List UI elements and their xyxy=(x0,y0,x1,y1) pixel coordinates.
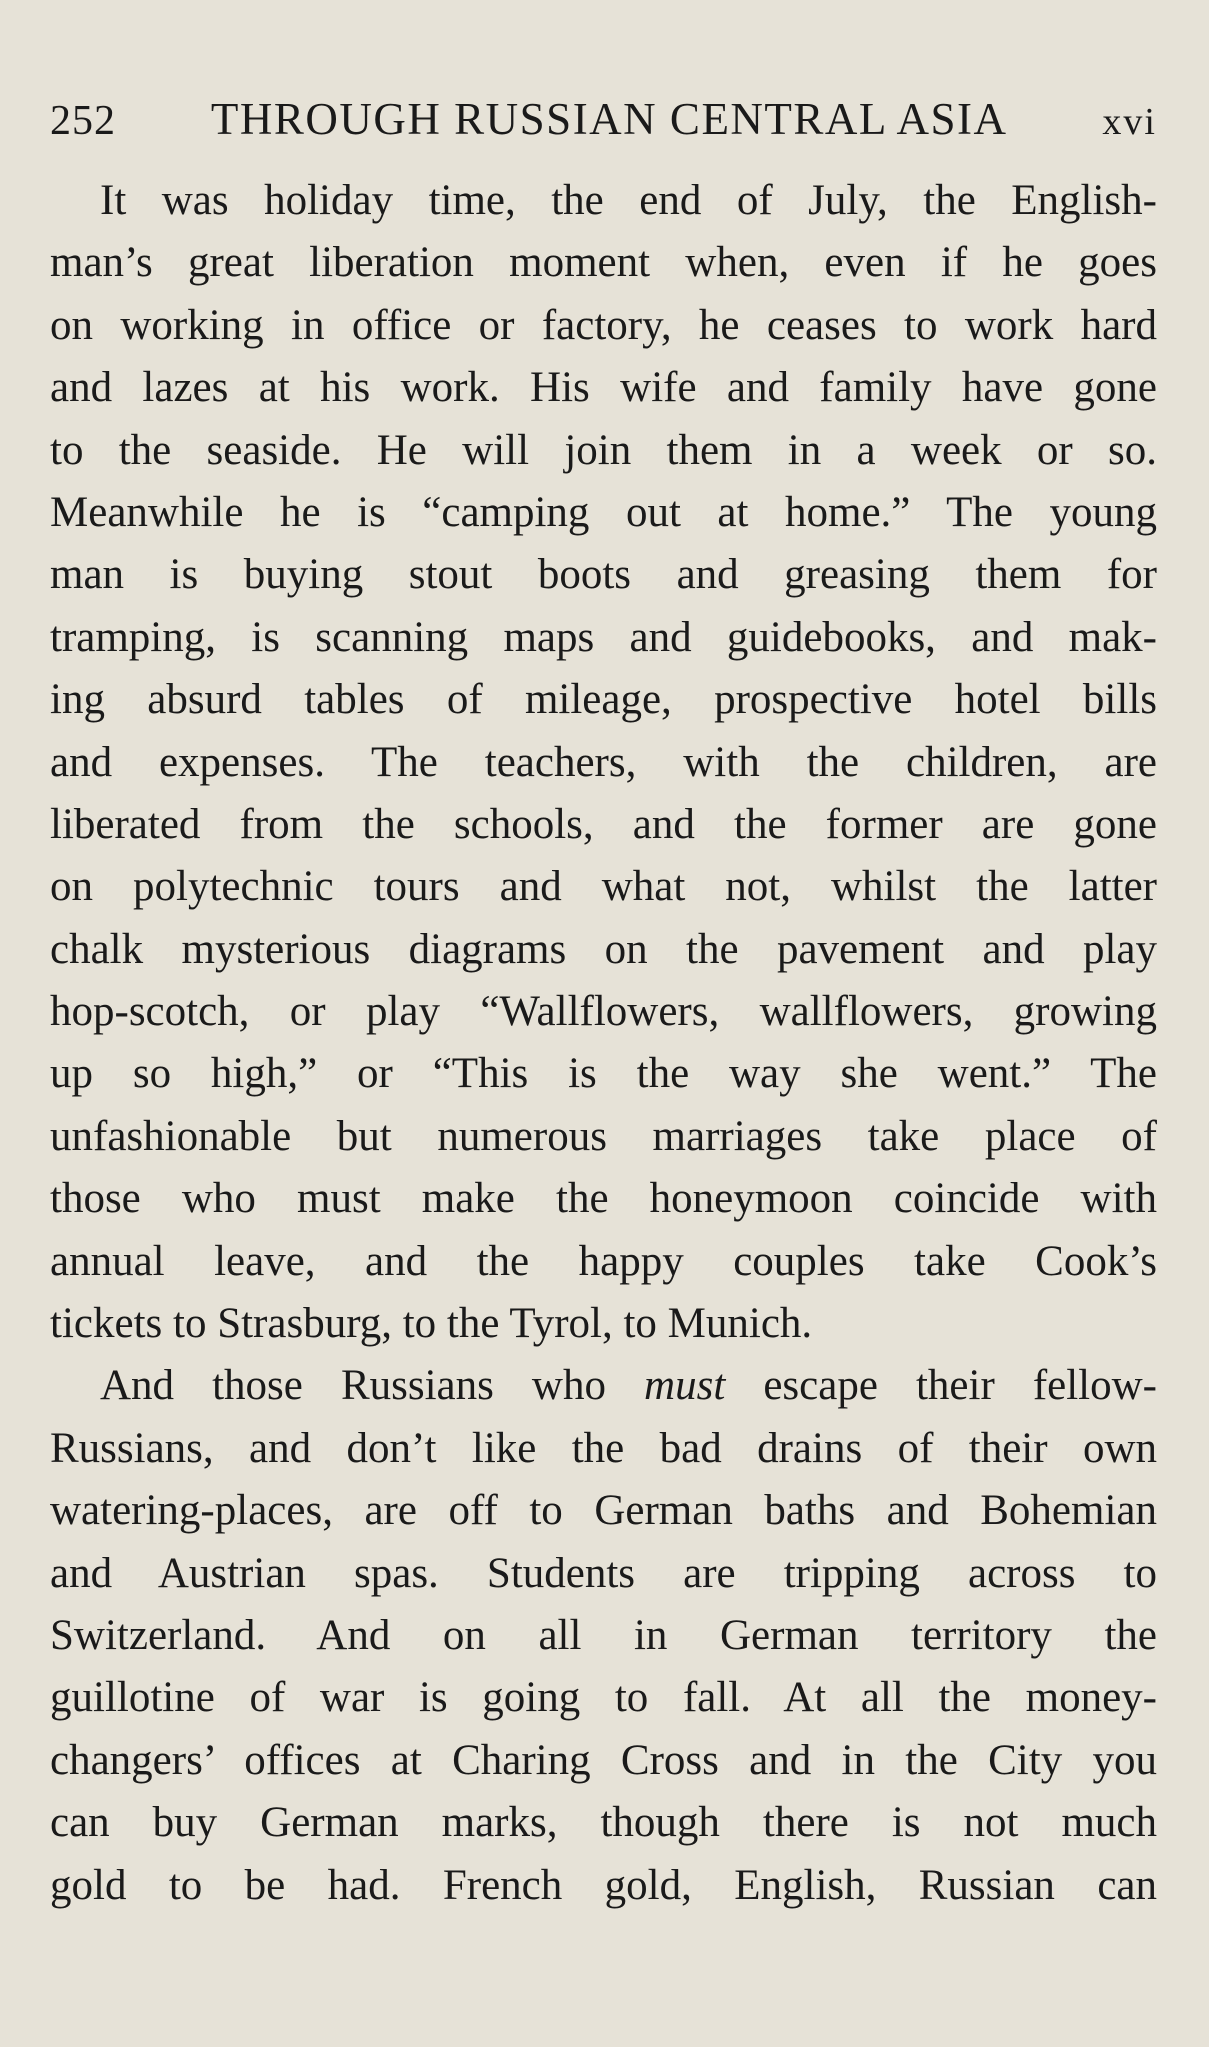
paragraph-1 xyxy=(50,170,1157,1355)
text-line: annual leave, and the happy couples take Cook’s xyxy=(50,1237,1157,1285)
text-line xyxy=(50,1355,1157,1417)
text-line: ing absurd tables of mileage, prospective hotel bills xyxy=(50,676,1157,724)
text-line: and lazes at his work. His wife and family have gone xyxy=(50,364,1157,412)
text-line: Russians, and don’t like the bad drains of their own xyxy=(50,1424,1157,1472)
text-line: guillotine of war is going to fall. At all the money- xyxy=(50,1674,1157,1722)
text-line: on polytechnic tours and what not, whilst the latter xyxy=(50,863,1157,911)
italic-word: must xyxy=(644,1362,726,1410)
book-page xyxy=(50,88,1157,1917)
text-line: those who must make the honeymoon coincide with xyxy=(50,1175,1157,1223)
paragraph-2 xyxy=(50,1355,1157,1917)
text-line: changers’ offices at Charing Cross and in the City you xyxy=(50,1736,1157,1784)
text-line: can buy German marks, though there is not much xyxy=(50,1799,1157,1847)
text-line: Switzerland. And on all in German territory the xyxy=(50,1611,1157,1659)
text-line: Meanwhile he is “camping out at home.” The young xyxy=(50,488,1157,536)
running-title: THROUGH RUSSIAN CENTRAL ASIA xyxy=(210,94,1008,144)
text-line: on working in office or factory, he ceases to work hard xyxy=(50,301,1157,349)
text-line: to the seaside. He will join them in a week or so. xyxy=(50,426,1157,474)
text-line: man’s great liberation moment when, even if he goes xyxy=(50,239,1157,287)
text-line: and expenses. The teachers, with the children, are xyxy=(50,738,1157,786)
text-line: hop-scotch, or play “Wallflowers, wallflowers, growing xyxy=(50,988,1157,1036)
chapter-number: xvi xyxy=(1102,101,1157,143)
text-line: unfashionable but numerous marriages take place of xyxy=(50,1112,1157,1160)
body-text xyxy=(50,170,1157,1917)
text-fragment: And those Russians who xyxy=(100,1362,606,1410)
running-header xyxy=(50,88,1157,150)
text-line: watering-places, are off to German baths and Bohemian xyxy=(50,1487,1157,1535)
text-line: and Austrian spas. Students are tripping across to xyxy=(50,1549,1157,1597)
text-line: up so high,” or “This is the way she went.” The xyxy=(50,1050,1157,1098)
text-line: It was holiday time, the end of July, the English- xyxy=(100,177,1157,224)
text-line: tramping, is scanning maps and guidebooks, and mak- xyxy=(50,613,1157,661)
text-line: chalk mysterious diagrams on the pavement and play xyxy=(50,925,1157,973)
text-line: man is buying stout boots and greasing them for xyxy=(50,551,1157,599)
text-line: liberated from the schools, and the former are gone xyxy=(50,800,1157,848)
text-fragment: escape their fellow- xyxy=(763,1362,1157,1410)
text-line: tickets to Strasburg, to the Tyrol, to Munich. xyxy=(50,1300,813,1348)
page-number: 252 xyxy=(50,98,116,144)
text-line: gold to be had. French gold, English, Russian can xyxy=(50,1861,1157,1909)
